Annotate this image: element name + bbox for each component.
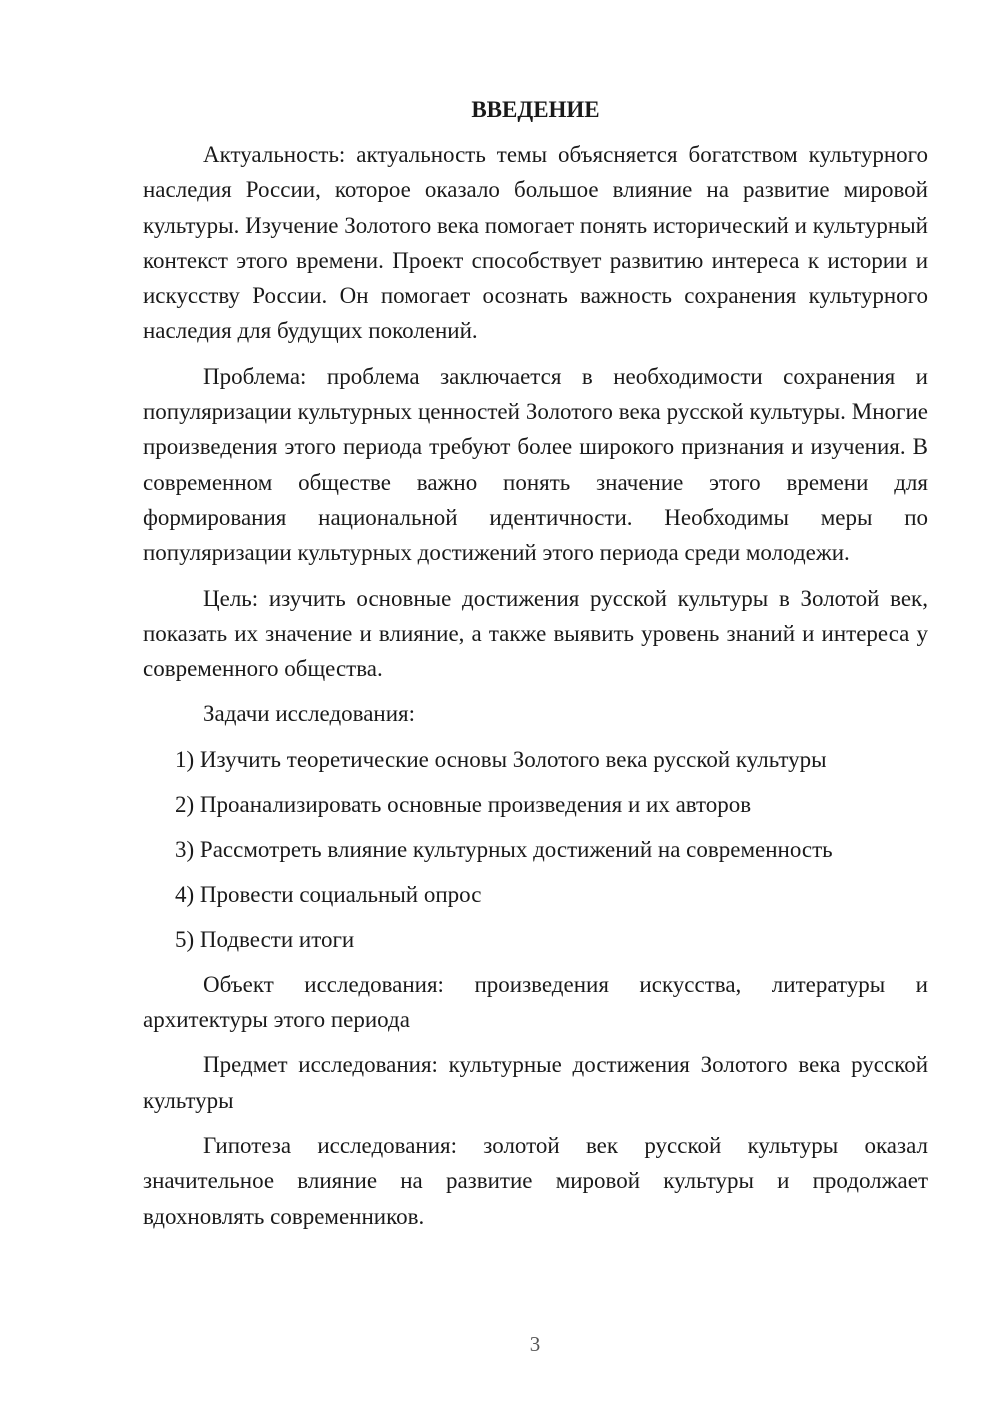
object-paragraph: Объект исследования: произведения искусства, литературы и архитектуры этого периода — [143, 971, 928, 1033]
list-item: 1) Изучить теоретические основы Золотого века русской культуры — [175, 746, 827, 772]
list-item: 2) Проанализировать основные произведения и их авторов — [175, 791, 752, 817]
page-title: ВВЕДЕНИЕ — [471, 97, 600, 122]
goal-paragraph: Цель: изучить основные достижения русской культуры в Золотой век, показать их значение и влияние, а также выявить уровень знаний и интереса у современного общества. — [143, 585, 928, 682]
list-item: 3) Рассмотреть влияние культурных достижений на современность — [175, 836, 833, 862]
problem-paragraph: Проблема: проблема заключается в необходимости сохранения и популяризации культурных ценностей Золотого века русской культуры. Многие произведения этого периода требуют более широкого признания и изучения. В современном обществе важно понять значение этого времени для формирования национальной идентичности. Необходимы меры по популяризации культурных достижений этого периода среди молодежи. — [143, 363, 928, 566]
list-item: 5) Подвести итоги — [175, 926, 355, 952]
hypothesis-paragraph: Гипотеза исследования: золотой век русской культуры оказал значительное влияние на развитие мировой культуры и продолжает вдохновлять современников. — [143, 1132, 928, 1229]
tasks-list — [143, 742, 928, 957]
list-item: 4) Провести социальный опрос — [175, 881, 482, 907]
document-body — [143, 92, 928, 1234]
tasks-title: Задачи исследования: — [203, 701, 416, 727]
page-number: 3 — [529, 1332, 541, 1356]
relevance-paragraph: Актуальность: актуальность темы объясняется богатством культурного наследия России, которое оказало большое влияние на развитие мировой культуры. Изучение Золотого века помогает понять исторический и культурный контекст этого времени. Проект способствует развитию интереса к истории и искусству России. Он помогает осознать важность сохранения культурного наследия для будущих поколений. — [143, 142, 928, 344]
subject-paragraph: Предмет исследования: культурные достижения Золотого века русской культуры — [143, 1052, 928, 1113]
